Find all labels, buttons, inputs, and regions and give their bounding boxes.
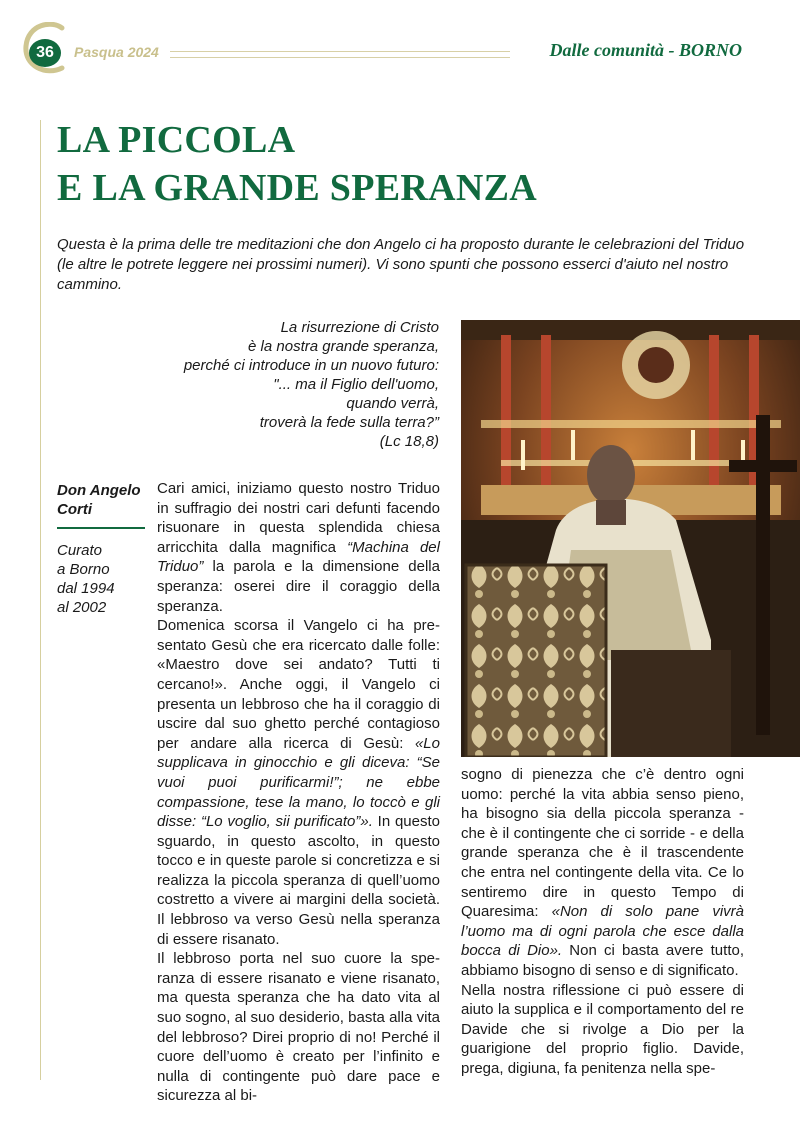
author-role-line: a Borno <box>57 561 110 578</box>
text-run: sogno di pienezza che c’è dentro ogni uomo: perché la vita abbia senso pieno, ha bisogno sia della piccola speranza - che è il contingente che ci sorride - e della grande speranza che è il trascendente che entra nel contingente della vita. Ce lo sentiremo dire in questo Tempo di Quaresima: <box>461 766 744 921</box>
paragraph <box>157 616 440 949</box>
article-title <box>57 116 537 212</box>
author-name: Don Angelo Corti <box>57 481 145 529</box>
text-run: In questo sguardo, in questo ascolto, in questo tocco e in queste parole si concretizza e si realizza la piccola speranza di quell’uomo costretto a vivere ai margini della società. Il lebbroso va verso Gesù nella speranza di essere risanato. <box>157 813 440 948</box>
quote-line: quando verrà, <box>346 395 439 412</box>
body-column-2 <box>461 765 744 1079</box>
photo-illustration <box>461 320 800 757</box>
priest-at-altar-photo <box>461 320 800 757</box>
paragraph <box>461 765 744 981</box>
text-run: la parola e la dimensione della speranza: oserei dire il coraggio della speranza. <box>157 558 440 615</box>
title-line-1: LA PICCOLA <box>57 119 296 161</box>
margin-rule <box>40 120 41 1080</box>
article-intro: Questa è la prima delle tre meditazioni che don Angelo ci ha proposto durante le celebrazioni del Triduo (le altre le potrete leggere nei prossimi numeri). Vi sono spunti che possono esserci d'aiuto nel nostro cammino. <box>57 236 745 293</box>
author-role-line: dal 1994 <box>57 580 115 597</box>
author-role-line: al 2002 <box>57 599 107 616</box>
section-title: Dalle comunità - BORNO <box>549 40 742 60</box>
quote-line: troverà la fede sulla terra?” <box>259 414 439 431</box>
text-run: Cari amici, iniziamo questo nostro Triduo in suffragio dei nostri cari defunti facendo risuonare in questa splendida chiesa arricchita dalla magnifica <box>157 480 440 556</box>
page-header <box>0 0 800 80</box>
page-number: 36 <box>29 39 61 67</box>
author-role <box>57 541 149 617</box>
quote-line: La risurrezione di Cristo <box>280 319 439 336</box>
text-run: Non ci basta avere tutto, abbiamo bisogno di senso e di significato. <box>461 942 744 979</box>
title-line-2: E LA GRANDE SPERANZA <box>57 167 538 209</box>
quote-line: "... ma il Figlio dell'uomo, <box>273 376 439 393</box>
author-role-line: Curato <box>57 542 103 559</box>
emphasis: «Non di solo pane vivrà l’uomo ma di ogni parola che esce dalla bocca di Dio». <box>461 903 744 960</box>
quote-reference: (Lc 18,8) <box>379 433 439 450</box>
emphasis: “Machina del Triduo” <box>157 538 440 576</box>
header-rule <box>170 51 510 58</box>
paragraph: Nella nostra riflessione ci può essere di aiuto la supplica e il comportamento del re Davide che si rivolge a Dio per la guarigione del proprio figlio. Davide, prega, digiuna, fa penitenza nella spe- <box>461 981 744 1077</box>
epigraph-quote <box>150 318 439 451</box>
quote-line: è la nostra grande speranza, <box>248 338 439 355</box>
emphasis: «Lo supplicava in ginocchio e gli diceva: “Se vuoi puoi purificarmi!”; ne ebbe compassione, tese la mano, lo toccò e gli disse: “Lo voglio, sii purificato”». <box>157 734 440 831</box>
paragraph <box>157 479 440 616</box>
author-box <box>57 481 149 617</box>
text-run: Domenica scorsa il Vangelo ci ha presentato Gesù che era ricercato dalle folle: «Maestro dove sei andato? Tutti ti cercano!». Anche oggi, il Vangelo ci presenta un lebbroso che ha il coraggio di uscire dal suo ghetto perché contagioso per andare alla ricerca di Gesù: <box>157 617 440 752</box>
paragraph: Il lebbroso porta nel suo cuore la speranza di essere risanato e viene risanato, ma questa speranza che ha dato vita al suo sogno, al suo desiderio, basta alla vita del lebbroso? Direi proprio di no! Perché il cuore dell’uomo è creato per l’infinito e nulla di contingente può dare pace e sicurezza al bi- <box>157 950 440 1105</box>
issue-label: Pasqua 2024 <box>74 44 159 60</box>
body-column-1 <box>157 479 440 1106</box>
quote-line: perché ci introduce in un nuovo futuro: <box>183 357 439 374</box>
